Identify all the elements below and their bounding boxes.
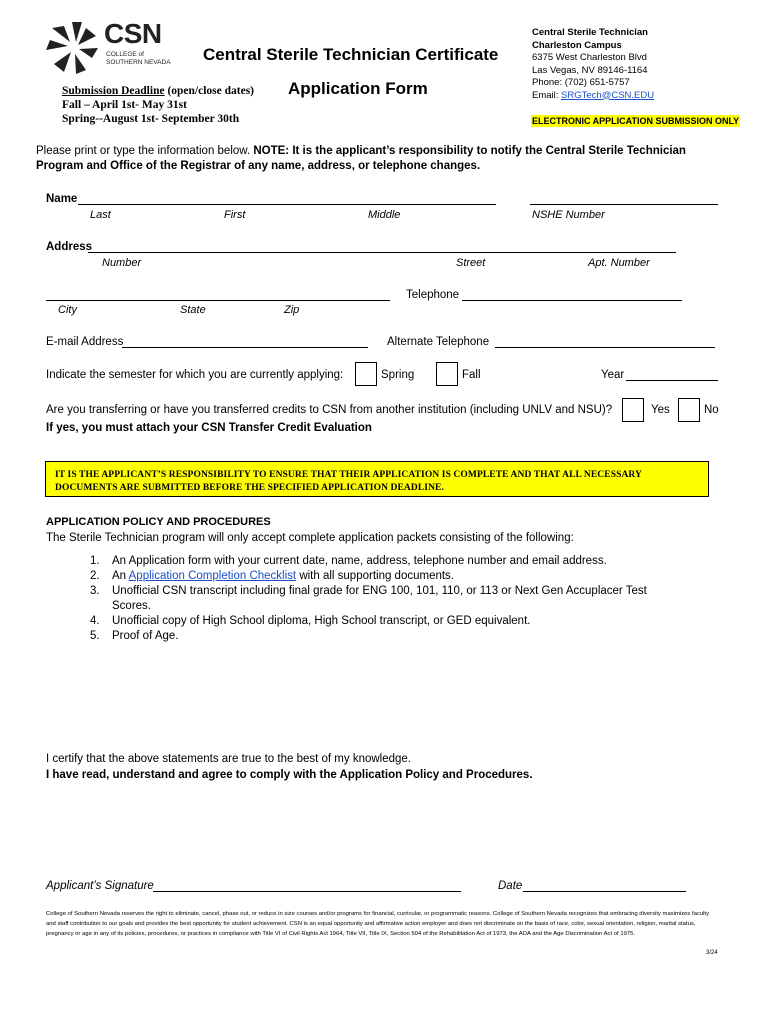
- csn-pinwheel-icon: [42, 18, 104, 78]
- certify-line1: I certify that the above statements are true to the best of my knowledge.: [46, 753, 412, 765]
- alt-phone-field[interactable]: [495, 335, 715, 348]
- policy-item-number: 4.: [90, 615, 100, 627]
- nshe-caption: NSHE Number: [532, 209, 605, 221]
- contact-campus: Charleston Campus: [532, 39, 622, 51]
- policy-item-text: Unofficial CSN transcript including final grade for ENG 100, 101, 110, or 113 or Next Gen Accuplacer Test Scores.: [112, 585, 647, 612]
- spring-checkbox[interactable]: [355, 362, 377, 386]
- footer-disclaimer: College of Southern Nevada reserves the right to eliminate, cancel, phase out, or reduce in size courses and/or programs for financial, curricular, or programmatic reasons. College of Southern Nevada recognizes that embracing diversity maximizes faculty and staff contribution to our goals and provides the best opportunity for student achievement. CSN is an equal opportunity and affirmative action employer and does not discriminate on the basis of race, color, sexual orientation, religion, marital status, pregnancy or age in any of its policies, procedures, or practices in compliance with Title VI of Civil Rights Act 1964, Title VII, Title IX, Section 504 of the Rehabilitation Act of 1973, the ADA and the Age Discrimination Act of 1975.: [46, 911, 710, 937]
- contact-email-label: Email:: [532, 89, 559, 101]
- policy-item-post: with all supporting documents.: [299, 570, 455, 582]
- intro-text: Please print or type the information below.: [36, 145, 251, 157]
- policy-item-text: Unofficial copy of High School diploma, High School transcript, or GED equivalent.: [112, 615, 531, 627]
- apt-caption: Apt. Number: [588, 257, 650, 269]
- transfer-note: If yes, you must attach your CSN Transfer Credit Evaluation: [46, 422, 372, 434]
- spring-dates: Spring--August 1st- September 30th: [62, 113, 240, 125]
- fall-dates: Fall – April 1st- May 31st: [62, 99, 187, 111]
- page-number: 3/24: [706, 950, 718, 956]
- warning-box: [45, 461, 709, 497]
- contact-block: [532, 27, 654, 102]
- no-checkbox[interactable]: [678, 398, 700, 422]
- logo-line2: SOUTHERN NEVADA: [106, 59, 171, 66]
- first-caption: First: [224, 209, 246, 221]
- yes-label: Yes: [651, 404, 670, 416]
- city-state-zip-field[interactable]: [46, 288, 390, 301]
- policy-item: [90, 614, 660, 629]
- checklist-link[interactable]: Application Completion Checklist: [128, 570, 297, 582]
- contact-city: Las Vegas, NV 89146-1164: [532, 64, 648, 76]
- certify-line2: I have read, understand and agree to comply with the Application Policy and Procedures.: [46, 769, 533, 781]
- signature-field[interactable]: [153, 879, 461, 892]
- address-field[interactable]: [88, 240, 676, 253]
- contact-email-link[interactable]: SRGTech@CSN.EDU: [561, 89, 655, 101]
- policy-item-text: An Application form with your current date, name, address, telephone number and email address.: [112, 555, 607, 567]
- policy-item-number: 5.: [90, 630, 100, 642]
- fall-checkbox[interactable]: [436, 362, 458, 386]
- name-field[interactable]: [78, 192, 496, 205]
- policy-item-number: 2.: [90, 570, 100, 582]
- yes-checkbox[interactable]: [622, 398, 644, 422]
- email-field[interactable]: [122, 335, 368, 348]
- policy-item-number: 3.: [90, 585, 100, 597]
- telephone-label: Telephone: [406, 289, 460, 301]
- warning-text: IT IS THE APPLICANT’S RESPONSIBILITY TO ENSURE THAT THEIR APPLICATION IS COMPLETE AND THAT ALL NECESSARY DOCUMENTS ARE SUBMITTED BEFORE THE SPECIFIED APPLICATION DEADLINE.: [55, 470, 642, 493]
- policy-heading: APPLICATION POLICY AND PROCEDURES: [46, 516, 271, 528]
- transfer-question: Are you transferring or have you transferred credits to CSN from another institution (including UNLV and NSU)?: [46, 404, 613, 416]
- policy-intro: The Sterile Technician program will only accept complete application packets consisting of the following:: [46, 532, 574, 544]
- no-label: No: [704, 404, 719, 416]
- date-label: Date: [498, 880, 523, 892]
- logo-name: CSN: [104, 18, 162, 49]
- signature-label: Applicant’s Signature: [46, 880, 154, 892]
- contact-street: 6375 West Charleston Blvd: [532, 52, 647, 63]
- logo-line1: COLLEGE of: [106, 51, 144, 58]
- year-label: Year: [601, 369, 625, 381]
- intro-paragraph: [36, 144, 736, 174]
- middle-caption: Middle: [368, 209, 401, 221]
- last-caption: Last: [90, 209, 111, 221]
- address-label: Address: [46, 241, 93, 253]
- form-subtitle: Application Form: [288, 79, 428, 98]
- alt-phone-label: Alternate Telephone: [387, 336, 490, 348]
- deadline-block: [62, 84, 254, 126]
- policy-item: [90, 554, 660, 569]
- csn-logo: [42, 18, 182, 78]
- year-field[interactable]: [626, 368, 718, 381]
- state-caption: State: [180, 304, 206, 316]
- policy-item-number: 1.: [90, 555, 100, 567]
- contact-phone: Phone: (702) 651-5757: [532, 77, 630, 88]
- deadline-label: Submission Deadline: [62, 85, 165, 97]
- city-caption: City: [58, 304, 77, 316]
- policy-item: [90, 569, 660, 584]
- fall-label: Fall: [462, 369, 481, 381]
- policy-item: [90, 629, 660, 644]
- date-field[interactable]: [523, 879, 686, 892]
- zip-caption: Zip: [284, 304, 300, 316]
- form-title: Central Sterile Technician Certificate: [203, 45, 499, 64]
- policy-item-pre: An: [112, 570, 127, 582]
- electronic-notice: ELECTRONIC APPLICATION SUBMISSION ONLY: [532, 116, 740, 126]
- telephone-field[interactable]: [462, 288, 682, 301]
- policy-item: [90, 584, 660, 614]
- name-label: Name: [46, 193, 78, 205]
- contact-dept: Central Sterile Technician: [532, 27, 648, 38]
- number-caption: Number: [102, 257, 142, 269]
- email-label: E-mail Address: [46, 336, 124, 348]
- nshe-field[interactable]: [530, 192, 718, 205]
- policy-list: [90, 554, 660, 644]
- policy-item-text: Proof of Age.: [112, 630, 179, 642]
- spring-label: Spring: [381, 369, 415, 381]
- street-caption: Street: [456, 257, 486, 269]
- deadline-note: (open/close dates): [167, 85, 255, 97]
- intro-note: NOTE: It is the applicant’s responsibility to notify the Central Sterile Technician Program and Office of the Registrar of any name, address, or telephone changes.: [36, 145, 686, 172]
- semester-question: Indicate the semester for which you are currently applying:: [46, 369, 344, 381]
